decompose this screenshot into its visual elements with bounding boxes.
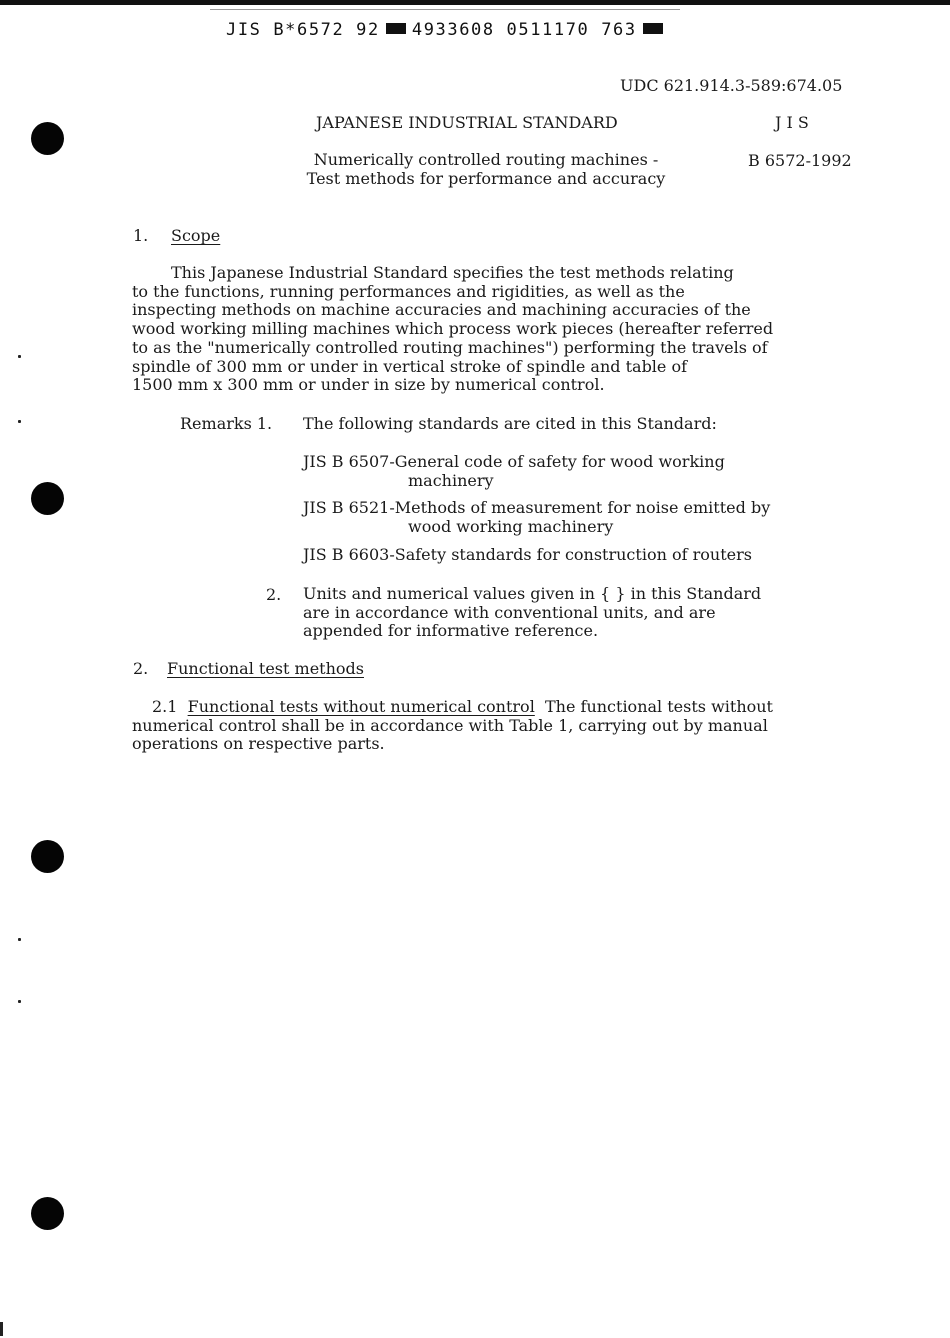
scope-line: wood working milling machines which process work pieces (hereafter referred — [132, 319, 774, 339]
scope-line: to as the "numerically controlled routing machines") performing the travels of — [132, 337, 768, 357]
cited-standard-1 — [303, 453, 725, 490]
subsection-lead-text: The functional tests without — [544, 697, 773, 716]
section2-1-line: operations on respective parts. — [132, 734, 385, 754]
cited-standard-line: machinery — [408, 470, 494, 490]
cited-standard-3 — [303, 546, 752, 565]
scope-line: to the functions, running performances and rigidities, as well as the — [132, 281, 685, 301]
punch-hole-1 — [31, 122, 64, 155]
cited-standard-line: JIS B 6521-Methods of measurement for noise emitted by — [303, 498, 771, 517]
scan-speck — [18, 355, 21, 358]
scope-paragraph — [132, 264, 773, 395]
scope-line: inspecting methods on machine accuracies and machining accuracies of the — [132, 300, 751, 320]
cited-standard-2 — [303, 499, 770, 536]
remarks-label: Remarks 1. — [180, 414, 273, 433]
document-title — [270, 151, 702, 188]
punch-hole-3 — [31, 840, 64, 873]
header-rule — [210, 9, 680, 10]
section2-1-paragraph — [132, 698, 773, 754]
title-line: Test methods for performance and accuracy — [306, 168, 666, 188]
scope-line: 1500 mm x 300 mm or under in size by numerical control. — [132, 375, 605, 395]
section1-number: 1. — [133, 226, 149, 245]
section2-1-line: numerical control shall be in accordance with Table 1, carrying out by manual — [132, 715, 768, 735]
remark2-line: appended for informative reference. — [303, 621, 599, 641]
standard-type-heading: JAPANESE INDUSTRIAL STANDARD — [316, 113, 618, 132]
header-code-part2: 4933608 0511170 763 — [411, 20, 637, 40]
scope-line: spindle of 300 mm or under in vertical stroke of spindle and table of — [132, 356, 688, 376]
remark2-number: 2. — [266, 585, 282, 604]
remark2-text — [303, 585, 761, 641]
scan-top-border — [0, 0, 950, 5]
section1-heading: Scope — [171, 226, 221, 245]
subsection-heading: Functional tests without numerical control — [187, 697, 535, 716]
header-code-part1: JIS B*6572 92 — [226, 20, 380, 40]
section2-heading: Functional test methods — [167, 659, 364, 678]
scan-speck — [18, 1000, 21, 1003]
scope-line: This Japanese Industrial Standard specifies the test methods relating — [171, 263, 734, 282]
cited-standard-line: JIS B 6507-General code of safety for wood working — [303, 452, 725, 471]
punch-hole-2 — [31, 482, 64, 515]
scan-speck — [18, 420, 21, 423]
header-block-2 — [643, 23, 663, 34]
section2-number: 2. — [133, 659, 149, 678]
punch-hole-4 — [31, 1197, 64, 1230]
section2-1-first-line — [132, 698, 773, 717]
remark2-line: are in accordance with conventional units, and are — [303, 602, 716, 622]
subsection-number: 2.1 — [152, 697, 178, 716]
cited-standard-line: wood working machinery — [408, 516, 614, 536]
cited-standard-line: JIS B 6603-Safety standards for construction of routers — [303, 545, 752, 564]
jis-mark: J I S — [775, 113, 809, 132]
standard-number: B 6572-1992 — [748, 151, 852, 170]
udc-classification: UDC 621.914.3-589:674.05 — [620, 76, 843, 95]
header-block-1 — [386, 23, 406, 34]
remark1-text: The following standards are cited in this Standard: — [303, 414, 717, 433]
document-header-code — [226, 20, 669, 40]
title-line: Numerically controlled routing machines - — [313, 150, 659, 169]
remark2-line: Units and numerical values given in { } in this Standard — [303, 584, 762, 603]
scan-speck — [18, 938, 21, 941]
scan-edge-mark — [0, 1322, 3, 1336]
